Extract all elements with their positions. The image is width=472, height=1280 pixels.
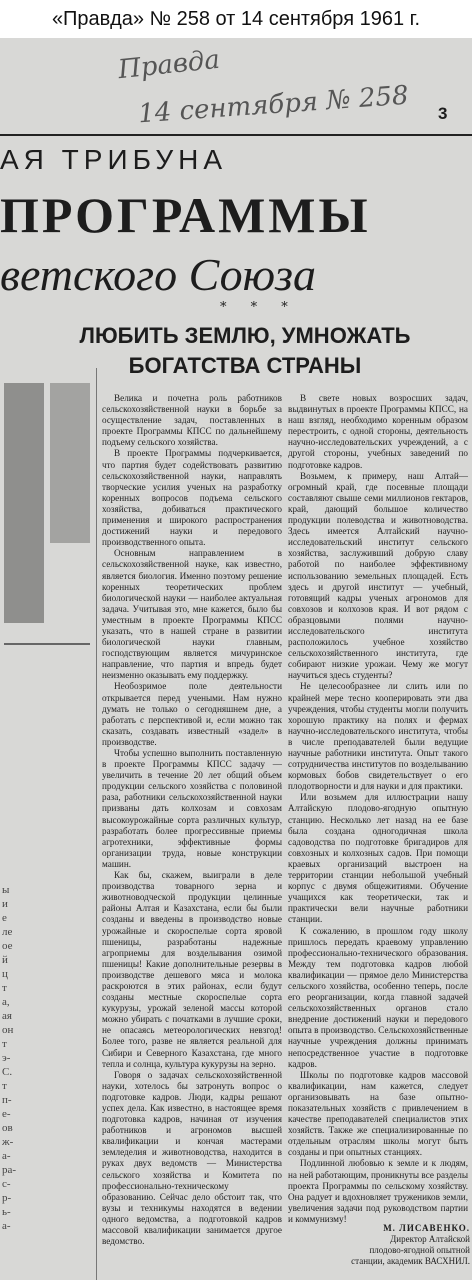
page-number: 3: [438, 104, 448, 123]
strip-fragment: е: [2, 912, 7, 924]
strip-fragment: р-: [2, 1192, 12, 1204]
strip-fragment: т: [2, 1080, 7, 1092]
heading-line-1: ЛЮБИТЬ ЗЕМЛЮ, УМНОЖАТЬ: [79, 323, 411, 348]
paragraph: Чтобы успешно выполнить поставленную в проекте Программы КПСС задачу — увеличить в течение 20 лет общий объем продукции сельского хозяйства с половиной раза, работники сельскохозяйственной науки призваны дать колхозам и совхозам высокоурожайные сорта различных культур, разработать более прогрессивные приемы агротехники, эффективные формы организации труда, новые конструкции машин.: [102, 748, 282, 869]
adjacent-article-strip: [0, 343, 96, 1280]
top-rule: [0, 134, 472, 136]
strip-fragment: п-: [2, 1094, 12, 1106]
paragraph: Возьмем, к примеру, наш Алтай—огромный край, где посевные площади составляют свыше семи миллионов гектаров, край, дающий большое количество продукции полеводства и животноводства. Здесь имеется Алтайский научно-исследовательский институт сельского хозяйства, заслуживший добрую славу работой по наиболее эффективному использованию земельных площадей. Есть здесь и другой институт — учебный, готовящий кадры ученых агрономов для совхозов и колхозов края. И вот рядом с образцовыми полями научно-исследовательского института расположилось учебное хозяйство сельскохозяйственного института, где собирают низкие урожаи. Чему же могут научиться здесь студенты?: [288, 470, 468, 681]
paragraph: Велика и почетна роль работников сельскохозяйственной науки в борьбе за осуществление задач, поставленных в проекте Программы КПСС по дальнейшему подъему сельского хозяйства.: [102, 393, 282, 448]
strip-fragment: ра-: [2, 1164, 17, 1176]
heading-line-2: БОГАТСТВА СТРАНЫ: [128, 353, 362, 378]
strip-bar: [50, 383, 90, 543]
strip-fragment: ле: [2, 926, 13, 938]
strip-fragment: ы: [2, 884, 10, 896]
author-name: М. ЛИСАВЕНКО.: [383, 1223, 470, 1233]
strip-fragment: а,: [2, 996, 10, 1008]
paragraph: Или возьмем для иллюстрации нашу Алтайскую плодово-ягодную опытную станцию. Несколько лет назад на ее базе была создана одногодичная школа садоводства по подготовке бригадиров для совхозных и колхозных садов. При помощи краевых организаций выстроен на территории станции небольшой учебный корпус с двумя общежитиями. Обучение учащихся как теоретически, так и практически вели научные работники станции.: [288, 792, 468, 925]
paragraph: Говоря о задачах сельскохозяйственной науки, хотелось бы затронуть вопрос о подготовке кадров. Люди, кадры решают успех дела. Как известно, в настоящее время подготовка кадров, начиная от изучения работников и агрономов высшей квалификации и кончая мастерами земледелия и животноводства, находится в руках двух ведомств — Министерства сельского хозяйства и Комитета по профессионально-техническому образованию. Сейчас дело обстоит так, что вузы и техникумы находятся в ведении одного ведомства, а подготовкой кадров массовой квалификации занимается другое ведомство.: [102, 1069, 282, 1247]
column-separator: [96, 368, 97, 1280]
strip-fragment: т: [2, 1038, 7, 1050]
strip-fragment: ц: [2, 968, 8, 980]
paragraph: Подлинной любовью к земле и к людям, на ней работающим, проникнуты все разделы проекта Программы по сельскому хозяйству. Она радует и вдохновляет тружеников земли, увеличения задачи под руководством партии и коммунизму!: [288, 1158, 468, 1224]
paragraph: В проекте Программы подчеркивается, что партия будет содействовать развитию сельскохозяйственной науки, направлять творческие усилия ученых на разработку коренных вопросов подъема сельского хозяйства, добиваться практического применения и широкого распространения достижений науки и передового производственного опыта.: [102, 448, 282, 548]
paragraph: К сожалению, в прошлом году школу пришлось передать краевому управлению профессионально-технического образования. Между тем подготовка кадров любой квалификации — прямое дело Министерства сельского хозяйства, особенно теперь, после его реорганизации, когда главной задачей сельскохозяйственных органов стало внедрение достижений науки и передового опыта в производство. Сельскохозяйственные научные учреждения должны принимать непосредственное участие в подготовке кадров.: [288, 925, 468, 1069]
strip-fragment: ое: [2, 940, 13, 952]
paragraph: Как бы, скажем, выиграли в деле производства товарного зерна и животноводческой продукции целинные районы Алтая и Казахстана, если бы были созданы и введены в производство новые урожайные и скороспелые сорта яровой пшеницы, разработаны надежные агроприемы для возделывания озимой пшеницы! Какие дополнительные резервы в производстве дешевого мяса и молока раскроются в этих районах, если будут созданы местные скороспелые сорта кукурузы, урожай зеленой массы которой можно убирать с початками в лучшие сроки, не опасаясь метеорологических невзгод! Более того, разве не является реальной для Сибири и Северного Казахстана, где много тепла и солнца, культура кукурузы на зерно.: [102, 870, 282, 1069]
strip-fragment: он: [2, 1024, 14, 1036]
handwritten-line-2: 14 сентября № 258: [137, 80, 410, 130]
title-line-2: ветского Союза: [0, 249, 317, 300]
strip-fragment: С.: [2, 1066, 13, 1078]
title-line-1: ПРОГРАММЫ: [0, 187, 371, 243]
section-rubric: АЯ ТРИБУНА: [0, 144, 227, 175]
author-title-3: станции, академик ВАСХНИЛ.: [351, 1256, 470, 1266]
strip-fragment: с-: [2, 1178, 11, 1190]
strip-fragment: э-: [2, 1052, 11, 1064]
paragraph: В свете новых возросших задач, выдвинутых в проекте Программы КПСС, на наш взгляд, необходимо коренным образом перестроить, с одной стороны, деятельность научно-исследовательских учреждений, а с другой стороны, учебных заведений по подготовке кадров.: [288, 393, 468, 470]
strip-fragment: а-: [2, 1220, 11, 1232]
strip-fragment: ая: [2, 1010, 12, 1022]
author-title-1: Директор Алтайской: [390, 1234, 470, 1244]
strip-fragment: т: [2, 982, 7, 994]
paragraph: Необозримое поле деятельности открывается перед учеными. Нам нужно думать не только о сегодняшнем дне, а работать с перспективой и, если можно так сказать, создавать известный «задел» в производстве.: [102, 681, 282, 747]
newspaper-clipping: [0, 38, 472, 1280]
strip-text-fragments: [2, 883, 28, 1233]
strip-fragment: ь-: [2, 1206, 11, 1218]
document-caption: «Правда» № 258 от 14 сентября 1961 г.: [0, 0, 472, 38]
author-title-2: плодово-ягодной опытной: [369, 1245, 470, 1255]
paragraph: Основным направлением в сельскохозяйственной науке, как известно, является биология. Именно поэтому решение коренных теоретических проблем биологической науки — наиболее актуальная задача. Учитывая это, мне кажется, было бы уместным в проекте Программы КПСС указать, что в нашей стране в развитии биологической науки главным, господствующим является мичуринское направление, что партия и впредь будет неизменно оказывать ему поддержку.: [102, 548, 282, 681]
paragraph: Не целесообразнее ли слить или по крайней мере тесно кооперировать эти два учреждения, чтобы студенты могли получить хорошую практику на полях и фермах научно-исследовательского института, чтобы в числе преподавателей были ведущие научные работники института. Опыт такого сотрудничества институтов по возделыванию кормовых бобов свидетельствует о его плодотворности и для науки и для практики.: [288, 681, 468, 792]
article-column-1: [102, 393, 282, 1247]
strip-fragment: ов: [2, 1122, 13, 1134]
strip-bar: [4, 383, 44, 623]
strip-fragment: и: [2, 898, 8, 910]
article-column-2: [288, 393, 468, 1225]
handwritten-line-1: Правда: [116, 44, 222, 86]
handwritten-note: [118, 38, 418, 158]
signature-block: [290, 1223, 470, 1267]
strip-fragment: й: [2, 954, 8, 966]
strip-fragment: ж-: [2, 1136, 14, 1148]
paragraph: Школы по подготовке кадров массовой квалификации, нам кажется, следует организовывать на базе опытно-показательных хозяйств с привлечением в качестве преподавателей специалистов этих хозяйств. Также же специализированные по отдельным отраслям школы могут быть созданы и при опытных станциях.: [288, 1069, 468, 1158]
strip-bar: [4, 643, 90, 645]
strip-fragment: а-: [2, 1150, 11, 1162]
stars-divider: * * *: [220, 300, 298, 315]
strip-fragment: е-: [2, 1108, 11, 1120]
